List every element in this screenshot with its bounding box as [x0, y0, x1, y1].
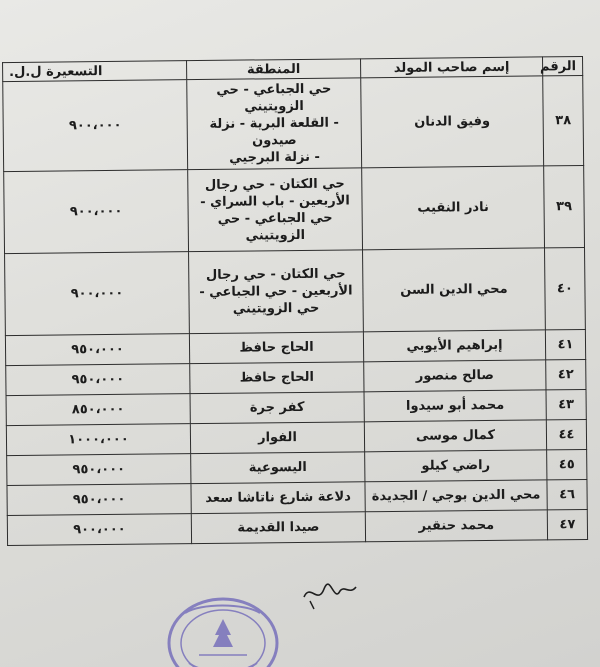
signature-icon — [300, 575, 360, 615]
row-owner-name: نادر النقيب — [362, 166, 545, 250]
header-area: المنطقة — [187, 59, 361, 80]
table-row — [3, 76, 584, 172]
row-area-line: حي الزويتيني — [232, 300, 320, 317]
row-number: ٤٠ — [545, 247, 586, 329]
generator-pricing-table — [2, 56, 588, 546]
row-owner-name: محمد حنقير — [365, 510, 547, 542]
row-area — [190, 422, 364, 454]
row-area — [191, 452, 365, 484]
row-owner-name: صالح منصور — [364, 360, 546, 392]
row-area-line: - نزلة البرجيي — [229, 149, 320, 166]
table-row — [7, 509, 587, 545]
row-price: ٩٥٠،٠٠٠ — [7, 454, 191, 486]
row-price: ٩٠٠،٠٠٠ — [7, 514, 191, 546]
row-number: ٤٢ — [546, 359, 586, 389]
row-area-line: الحاج حافظ — [239, 339, 314, 356]
row-number: ٤٦ — [547, 479, 587, 509]
row-number: ٤١ — [545, 329, 585, 359]
row-area-line: حي الجباعي - حي الزويتيني — [217, 210, 333, 244]
row-area-line: - القلعة البرية - نزلة صيدون — [209, 115, 339, 149]
row-price: ١٠٠٠،٠٠٠ — [6, 424, 190, 456]
row-area — [191, 512, 365, 544]
row-owner-name: محي الدين السن — [363, 248, 546, 332]
row-owner-name: وفيق الدنان — [361, 76, 544, 168]
table-row — [4, 165, 585, 253]
row-number: ٤٧ — [547, 509, 587, 539]
row-area-line: الحاج حافظ — [239, 369, 315, 386]
row-price: ٩٠٠،٠٠٠ — [3, 80, 188, 172]
row-area-line: الأربعين - باب السراي - — [200, 192, 350, 210]
row-price: ٩٥٠،٠٠٠ — [6, 364, 190, 396]
row-area — [190, 362, 364, 394]
row-area — [191, 482, 365, 514]
row-price: ٩٠٠،٠٠٠ — [5, 252, 190, 336]
row-number: ٤٥ — [547, 449, 587, 479]
row-owner-name: كمال موسى — [364, 420, 546, 452]
header-number: الرقم — [543, 57, 583, 76]
row-number: ٣٨ — [543, 76, 584, 166]
row-area-line: حي الكتان - حي رجال — [205, 266, 346, 283]
row-area — [190, 392, 364, 424]
row-area — [188, 168, 363, 252]
row-price: ٨٥٠،٠٠٠ — [6, 394, 190, 426]
header-price: التسعيرة ل.ل. — [3, 61, 187, 82]
row-area-line: الأربعين - حي الجباعي - — [199, 283, 353, 301]
row-area — [189, 332, 363, 364]
row-number: ٤٣ — [546, 389, 586, 419]
row-number: ٤٤ — [546, 419, 586, 449]
row-price: ٩٥٠،٠٠٠ — [5, 334, 189, 366]
row-area-line: حي الجباعي - حي الزويتيني — [216, 81, 332, 115]
row-area-line: الفوار — [257, 430, 297, 446]
row-area — [189, 250, 364, 334]
row-number: ٣٩ — [544, 165, 585, 247]
header-owner-name: إسم صاحب المولد — [361, 57, 543, 78]
row-price: ٩٠٠،٠٠٠ — [4, 170, 189, 254]
row-area-line: صيدا القديمة — [237, 519, 320, 536]
row-owner-name: محمد أبو سيدوا — [364, 390, 546, 422]
row-owner-name: محي الدين بوجي / الجديدة — [365, 480, 547, 512]
row-area-line: حي الكتان - حي رجال — [204, 176, 345, 193]
row-area — [187, 78, 362, 170]
row-owner-name: إبراهيم الأيوبي — [363, 330, 545, 362]
row-owner-name: راضي كيلو — [365, 450, 547, 482]
row-price: ٩٥٠،٠٠٠ — [7, 484, 191, 516]
row-area-line: كفر جرة — [249, 399, 305, 416]
official-seal-icon — [155, 585, 285, 667]
row-area-line: دلاعة شارع ناتاشا سعد — [205, 489, 351, 506]
table-row — [5, 247, 586, 335]
row-area-line: اليسوعية — [248, 459, 307, 476]
